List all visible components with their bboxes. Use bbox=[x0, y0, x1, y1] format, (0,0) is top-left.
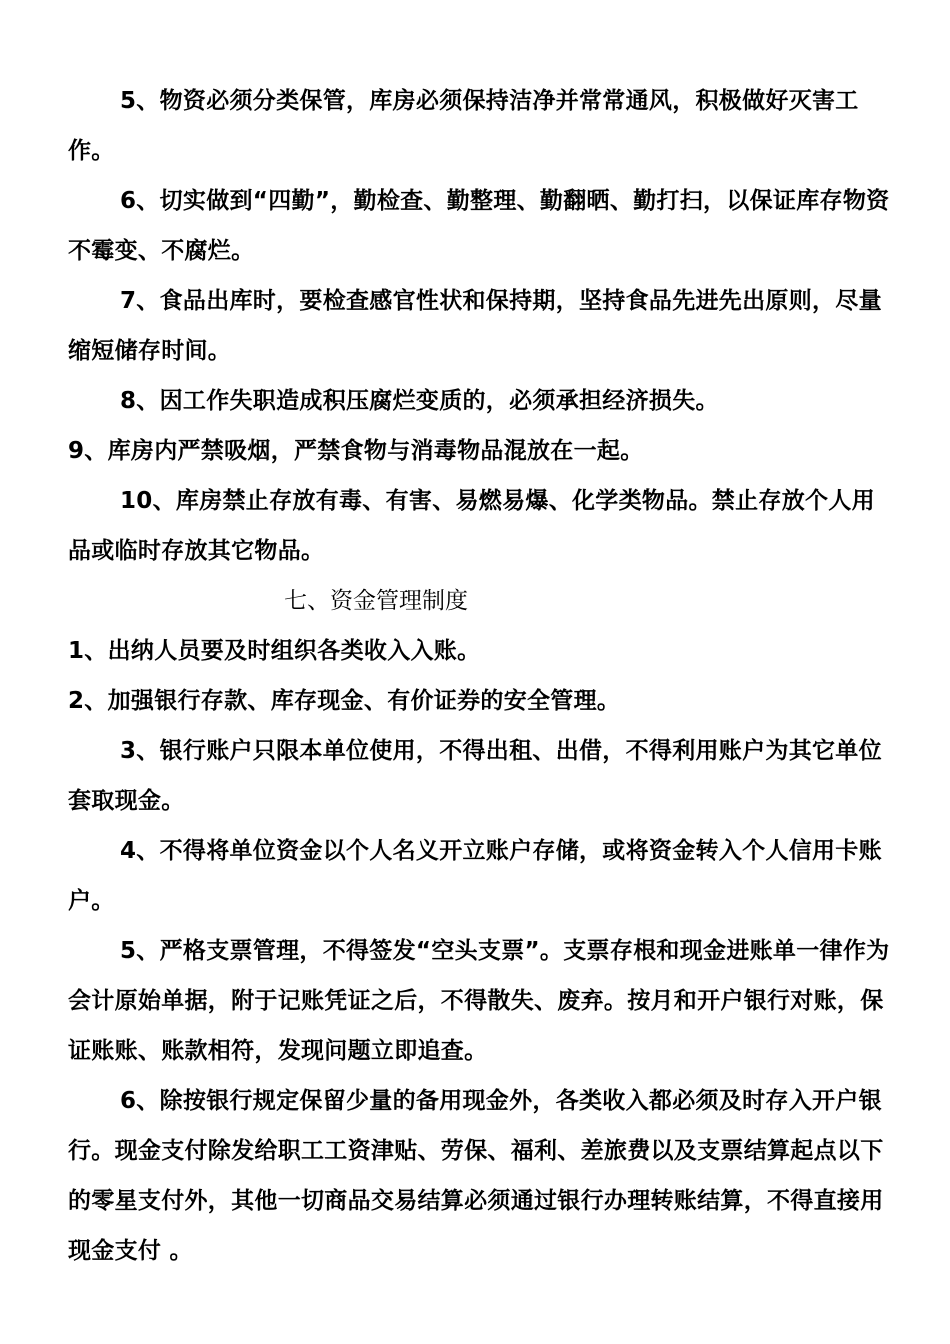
fund-rule-5: 5、严格支票管理，不得签发“空头支票”。支票存根和现金进账单一律作为会计原始单据，附于记账凭证之后，不得散失、废弃。按月和开户银行对账，保证账账、账款相符，发现问题立即追查。 bbox=[68, 938, 890, 1064]
warehouse-rule-9: 9、库房内严禁吸烟，严禁食物与消毒物品混放在一起。 bbox=[68, 438, 644, 464]
fund-rule-6: 6、除按银行规定保留少量的备用现金外，各类收入都必须及时存入开户银行。现金支付除发给职工工资津贴、劳保、福利、差旅费以及支票结算起点以下的零星支付外，其他一切商品交易结算必须通过银行办理转账结算，不得直接用现金支付 。 bbox=[68, 1088, 884, 1264]
section-title: 七、资金管理制度 bbox=[284, 588, 468, 614]
warehouse-rule-6: 6、切实做到“四勤”，勤检查、勤整理、勤翻晒、勤打扫，以保证库存物资不霉变、不腐烂。 bbox=[68, 188, 890, 264]
warehouse-rule-5: 5、物资必须分类保管，库房必须保持洁净并常常通风，积极做好灭害工作。 bbox=[68, 88, 859, 164]
warehouse-rule-10: 10、库房禁止存放有毒、有害、易燃易爆、化学类物品。禁止存放个人用品或临时存放其它物品。 bbox=[68, 488, 875, 564]
document-page bbox=[68, 76, 894, 1276]
fund-rule-1: 1、出纳人员要及时组织各类收入入账。 bbox=[68, 638, 481, 664]
warehouse-rule-8: 8、因工作失职造成积压腐烂变质的，必须承担经济损失。 bbox=[120, 388, 719, 414]
fund-rule-2: 2、加强银行存款、库存现金、有价证券的安全管理。 bbox=[68, 688, 621, 714]
warehouse-rule-7: 7、食品出库时，要检查感官性状和保持期，坚持食品先进先出原则，尽量缩短储存时间。 bbox=[68, 288, 882, 364]
fund-rule-4: 4、不得将单位资金以个人名义开立账户存储，或将资金转入个人信用卡账户。 bbox=[68, 838, 882, 914]
fund-rule-3: 3、银行账户只限本单位使用，不得出租、出借，不得利用账户为其它单位套取现金。 bbox=[68, 738, 882, 814]
